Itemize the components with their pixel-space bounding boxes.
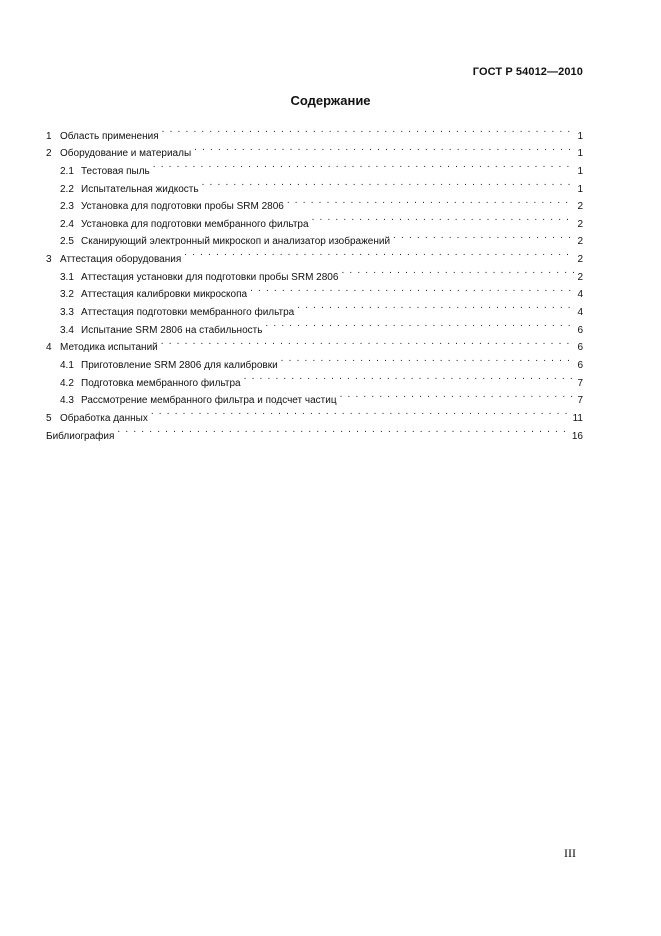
toc-entry-page: 1 xyxy=(577,148,583,160)
toc-entry-number: 3.3 xyxy=(60,307,74,319)
toc-entry-label: Тестовая пыль xyxy=(81,165,150,177)
toc-entry-label: Аттестация установки для подготовки пробы SRM 2806 xyxy=(81,271,339,283)
toc-dot-leader xyxy=(287,192,575,210)
toc-dot-leader xyxy=(184,244,574,262)
toc-entry-page: 7 xyxy=(577,377,583,389)
toc-entry-label: Обработка данных xyxy=(60,412,148,424)
toc-entry-page: 11 xyxy=(572,412,583,424)
toc-dot-leader xyxy=(153,156,575,174)
toc-dot-leader xyxy=(151,403,570,421)
toc-entry-page: 2 xyxy=(577,201,583,213)
toc-dot-leader xyxy=(202,174,575,192)
toc-entry-number: 2.3 xyxy=(60,201,74,213)
page-title: Содержание xyxy=(290,93,371,108)
toc-entry-label: Область применения xyxy=(60,130,159,142)
toc-entry-page: 6 xyxy=(577,359,583,371)
toc-entry-number: 4 xyxy=(46,342,52,354)
toc-entry-number: 3.4 xyxy=(60,324,74,336)
toc-entry-number: 3.2 xyxy=(60,289,74,301)
toc-entry-page: 6 xyxy=(577,324,583,336)
toc-entry-number: 4.3 xyxy=(60,395,74,407)
toc-entry-page: 2 xyxy=(577,236,583,248)
toc-entry-page: 1 xyxy=(577,130,583,142)
toc-entry-label: Испытание SRM 2806 на стабильность xyxy=(81,324,263,336)
toc-entry-page: 1 xyxy=(577,183,583,195)
toc-entry-number: 5 xyxy=(46,412,52,424)
toc-entry-label: Оборудование и материалы xyxy=(60,148,192,160)
toc-dot-leader xyxy=(281,350,575,368)
toc-entry-page: 2 xyxy=(577,254,583,266)
toc-entry-label: Библиография xyxy=(46,430,115,442)
toc-entry-label: Аттестация оборудования xyxy=(60,254,182,266)
document-code: ГОСТ Р 54012—2010 xyxy=(472,66,583,78)
toc-entry-number: 1 xyxy=(46,130,52,142)
toc-dot-leader xyxy=(297,297,574,315)
toc-dot-leader xyxy=(161,333,575,351)
toc-entry-label: Аттестация калибровки микроскопа xyxy=(81,289,248,301)
toc-entry-label: Рассмотрение мембранного фильтра и подсчет частиц xyxy=(81,395,337,407)
toc-entry-number: 4.1 xyxy=(60,359,74,371)
toc-entry-number: 3 xyxy=(46,254,52,266)
toc-entry-page: 2 xyxy=(577,218,583,230)
toc-dot-leader xyxy=(340,386,575,404)
toc-entry-page: 2 xyxy=(577,271,583,283)
toc-entry-label: Испытательная жидкость xyxy=(81,183,199,195)
toc-dot-leader xyxy=(341,262,574,280)
toc-entry[interactable] xyxy=(46,121,583,142)
toc-entry-page: 7 xyxy=(577,395,583,407)
toc-entry-number: 2.2 xyxy=(60,183,74,195)
toc-dot-leader xyxy=(312,209,575,227)
toc-dot-leader xyxy=(117,421,568,439)
toc-entry-label: Сканирующий электронный микроскоп и анализатор изображений xyxy=(81,236,391,248)
toc-entry-number: 3.1 xyxy=(60,271,74,283)
toc-entry-label: Методика испытаний xyxy=(60,342,158,354)
toc-dot-leader xyxy=(194,139,574,157)
toc-entry-number: 2 xyxy=(46,148,52,160)
toc-entry-label: Подготовка мембранного фильтра xyxy=(81,377,241,389)
table-of-contents xyxy=(46,121,583,442)
toc-entry-page: 16 xyxy=(571,430,583,442)
toc-entry-number: 2.5 xyxy=(60,236,74,248)
toc-dot-leader xyxy=(265,315,574,333)
toc-entry-label: Приготовление SRM 2806 для калибровки xyxy=(81,359,278,371)
toc-entry-number: 2.1 xyxy=(60,165,74,177)
toc-entry[interactable] xyxy=(46,421,583,442)
toc-entry-label: Установка для подготовки мембранного фильтра xyxy=(81,218,309,230)
toc-entry-label: Установка для подготовки пробы SRM 2806 xyxy=(81,201,284,213)
toc-entry-page: 1 xyxy=(577,165,583,177)
toc-dot-leader xyxy=(250,280,574,298)
toc-entry-page: 4 xyxy=(577,289,583,301)
toc-entry-number: 4.2 xyxy=(60,377,74,389)
page-folio: III xyxy=(564,846,576,860)
toc-dot-leader xyxy=(244,368,575,386)
toc-entry-page: 4 xyxy=(577,307,583,319)
toc-entry-page: 6 xyxy=(577,342,583,354)
toc-dot-leader xyxy=(393,227,574,245)
toc-dot-leader xyxy=(162,121,575,139)
toc-entry-number: 2.4 xyxy=(60,218,74,230)
toc-entry-label: Аттестация подготовки мембранного фильтра xyxy=(81,307,295,319)
